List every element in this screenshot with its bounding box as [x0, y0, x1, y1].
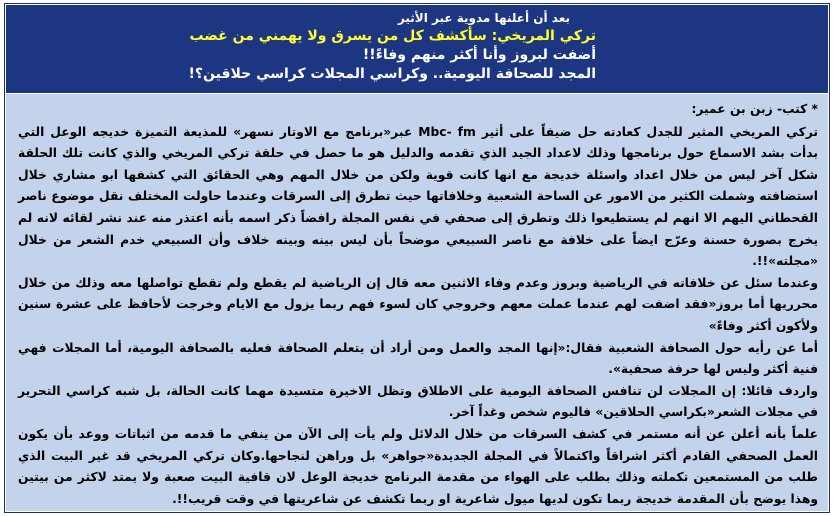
byline: * كتب- زبن بن عمير: [691, 102, 818, 116]
headline-subtitle-2: المجد للصحافة اليومية.. وكراسي المجلات كراسي حلاقين؟! [188, 66, 596, 82]
headline-kicker: بعد أن أعلنها مدوية عبر الأثير [397, 11, 570, 25]
paragraph-1: تركي المريخي المثير للجدل كعادته حل ضيفاً على أثير Mbc- fm عبر«برنامج مع الاوتار نسهر» للمذيعة التميزة خديجه الوعل التي بدأت بشد الاسماع حول برنامجها وذلك لاعداد الجيد الذي تقدمه والدليل هو ما حصل في حلقة تركي المريخي والذي كانت تلك الحلقة شكل آخر ليس من خلال اعداد واسئلة خديجة مع انها كانت قوية ولكن من خلال المهم وهي الحقائق التي كشفها ابو مشاري خلال استضافته وشملت الكثير من الامور عن الساحة الشعبية وخلافاتها حيث تطرق إلى السرقات وعندما حاولت المختلف نقل موضوع ناصر القحطاني اليهم الا انهم لم يستطيعوا ذلك وتطرق إلى صحفي في نفس المجلة رافضاً ذكر اسمه بأنه اعتذر منه عند نشر لقائه لانه لم يخرج بصورة حسنة وعرّج ايضاً على خلافة مع ناصر السبيعي موضحاً بأن ليس بينه وبينه خلاف وأن السبيعي خدم الشعر من خلال «مجلته»!!. [18, 124, 818, 269]
headline-subtitle-1: أضفت لبروز وأنا أكثر منهم وفاءً!! [362, 47, 596, 63]
article-body [6, 94, 828, 511]
headline-banner [6, 5, 828, 93]
paragraph-5: علماً بأنه أعلن عن أنه مستمر في كشف السرقات من خلال الدلائل ولم يأت إلى الآن من ينفي ما قدمه من اثباتات ووعد بأن يكون العمل الصحفي القادم أكثر اشراقاً واكتمالاً في المجلة الجديدة«جواهر» بل وراهن لنجاحها.وكان تركي المريخي قد غير البيت الذي طلب من المستمعين تكملته وذلك بطلب على الهواء من مقدمة البرنامج خديجة الوعل لان قافية البيت صعبة ولا يمتد لاكثر من بيتين وهذا يوضح بأن المقدمة خديجة ربما تكون لديها ميول شاعرية او ربما تكشف عن شاعريتها في وقت قريب!!. [18, 426, 818, 506]
headline-title: تركي المريخي: سأكشف كل من يسرق ولا يهمني من غضب [189, 28, 596, 44]
article-frame [4, 3, 830, 513]
paragraph-2: وعندما سئل عن خلافاته في الرياضية وبروز وعدم وفاء الاثنين معه قال إن الرياضية لم يقطع ولم تقطع تواصلها معه وذلك من خلال محرريها أما بروز«فقد اضفت لهم عندما عملت معهم وخروجي كان لسوء فهم ربما يزول مع الايام وخرجت لأحافظ على عشرة سنين ولأكون أكثر وفاءً» [18, 275, 818, 333]
paragraph-4: واردف قائلا: إن المجلات لن تنافس الصحافة اليومية على الاطلاق وتظل الاخيرة متسيدة مهما كانت الحالة، بل شبه كراسي التحرير في مجلات الشعر«بكراسي الحلاقين» فاليوم شخص وغداً آخر. [18, 383, 818, 420]
paragraph-3: أما عن رأيه حول الصحافة الشعبية فقال:«إنها المجد والعمل ومن أراد أن يتعلم الصحافة فعليه بالصحافة اليومية، أما المجلات فهي فنية أكثر وليس لها حرفة صحفية». [18, 340, 818, 377]
